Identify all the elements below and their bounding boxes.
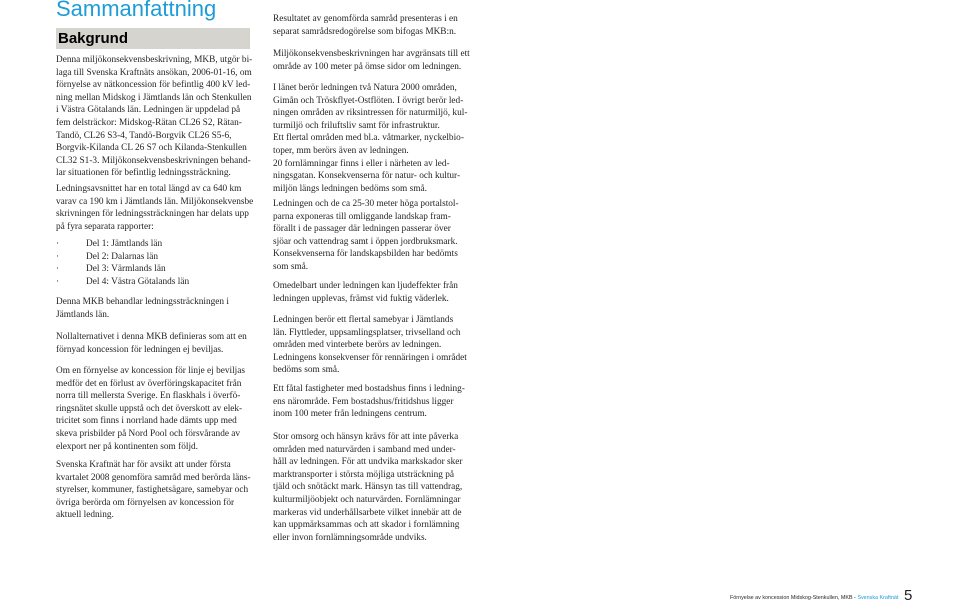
list-item: [56, 276, 256, 289]
bullet-dot: ·: [56, 276, 60, 287]
list-item-text: Del 4: Västra Götalands län: [86, 276, 190, 287]
left-paragraph: Denna MKB behandlar ledningssträckningen i Jämtlands län.: [56, 297, 229, 320]
list-item: [56, 251, 256, 264]
list-item-text: Del 2: Dalarnas län: [86, 251, 159, 262]
subheading: Bakgrund: [58, 30, 129, 47]
right-paragraph: Miljökonsekvensbeskrivningen har avgränsats till ett område av 100 meter på ömse sidor om ledningen.: [273, 49, 470, 72]
right-paragraph: Ledningen berör ett flertal samebyar i Jämtlands län. Flyttleder, uppsamlingsplatser, trivselland och områden med vinterbete berörs av ledningen. Ledningens konsekvenser för rennäringen i området bedöms som små.: [273, 315, 467, 376]
left-paragraph: Om en förnyelse av koncession för linje ej beviljas medför det en förlust av överföringskapacitet från norra till mellersta Sverige. En flaskhals i överfö- ringsnätet skulle uppstå och det överskott av elek- tricitet som finns i norrland hade dämts upp med skeva prisbilder på Nord Pool och försvårande av elexport ner på kontinenten som följd.: [56, 366, 245, 452]
bullet-dot: ·: [56, 251, 60, 262]
footer-brand: Svenska Kraftnät: [857, 595, 899, 601]
report-list: [56, 238, 256, 288]
left-paragraph: Ledningsavsnittet har en total längd av ca 640 km varav ca 190 km i Jämtlands län. Miljökonsekvensbe skrivningen för ledningssträckningen har delats upp på fyra separata rapporter:: [56, 184, 254, 232]
list-item: [56, 238, 256, 251]
left-paragraph: Nollalternativet i denna MKB definieras som att en förnyad koncession för ledningen ej beviljas.: [56, 332, 247, 355]
list-item: [56, 263, 256, 276]
left-paragraph: Denna miljökonsekvensbeskrivning, MKB, utgör bi- laga till Svenska Kraftnäts ansökan, 2006-01-16, om förnyelse av nätkoncession för befintlig 400 kV led- ning mellan Midskog i Jämtlands län och Stenkullen i Västra Götalands län. Ledningen är uppdelad på fem delsträckor: Midskog-Rätan CL26 S2, Rätan- Tandö, CL26 S3-4, Tandö-Borgvik CL26 S5-6, Borgvik-Kilanda CL 26 S7 och Kilanda-Stenkullen CL32 S1-3. Miljökonsekvensbeskrivningen behand- lar situationen för befintlig ledningssträckning.: [56, 55, 253, 179]
right-paragraph: Ett fåtal fastigheter med bostadshus finns i ledning- ens närområde. Fem bostadshus/fritidshus ligger inom 100 meter från ledningens centrum.: [273, 384, 465, 420]
right-paragraph: Resultatet av genomförda samråd presenteras i en separat samrådsredogörelse som bifogas MKB:n.: [273, 14, 458, 37]
right-paragraph: Omedelbart under ledningen kan ljudeffekter från ledningen upplevas, främst vid fuktig väderlek.: [273, 281, 458, 304]
page-title: Sammanfattning: [56, 0, 217, 21]
footer-document-title: Förnyelse av koncession Midskog-Stenkullen, MKB -: [730, 595, 858, 601]
left-paragraph: Svenska Kraftnät har för avsikt att under första kvartalet 2008 genomföra samråd med berörda läns- styrelser, kommuner, fastighetsägare, samebyar och övriga berörda om förnyelsen av koncession för aktuell ledning.: [56, 460, 251, 521]
right-paragraph: Ledningen och de ca 25-30 meter höga portalstol- parna exponeras till omliggande landskap fram- förallt i de passager där ledningen passerar över sjöar och vattendrag samt i öppen jordbruksmark. Konsekvenserna för landskapsbilden har bedömts som små.: [273, 199, 459, 272]
bullet-dot: ·: [56, 239, 60, 249]
bullet-dot: ·: [56, 264, 60, 275]
right-paragraph: Stor omsorg och hänsyn krävs för att inte påverka områden med naturvärden i samband med under- håll av ledningen. För att undvika markskador sker marktransporter i största möjliga utsträckning på tjäld och snötäckt mark. Hänsyn tas till vattendrag, kulturmiljöobjekt och naturvärden. Fornlämningar markeras vid underhållsarbete vilket innebär att de kan uppmärksammas och att skador i fornlämning eller invon fornlämningsområde undviks.: [273, 432, 463, 543]
page-number: 5: [904, 587, 913, 604]
list-item-text: Del 1: Jämtlands län: [86, 239, 163, 249]
footer-caption: [730, 594, 898, 602]
list-item-text: Del 3: Värmlands län: [86, 264, 166, 275]
right-paragraph: I länet berör ledningen två Natura 2000 områden, Gimån och Tröskflyet-Ostflöten. I övrigt berör led- ningen områden av riksintressen för naturmiljö, kul- turmiljö och friluftsliv samt för infrastruktur. Ett flertal områden med bl.a. våtmarker, nyckelbio- toper, mm berörs även av ledningen. 20 fornlämningar finns i eller i närheten av led- ningsgatan. Konsekvenserna för natur- och kultur- miljön längs ledningen bedöms som små.: [273, 83, 468, 194]
